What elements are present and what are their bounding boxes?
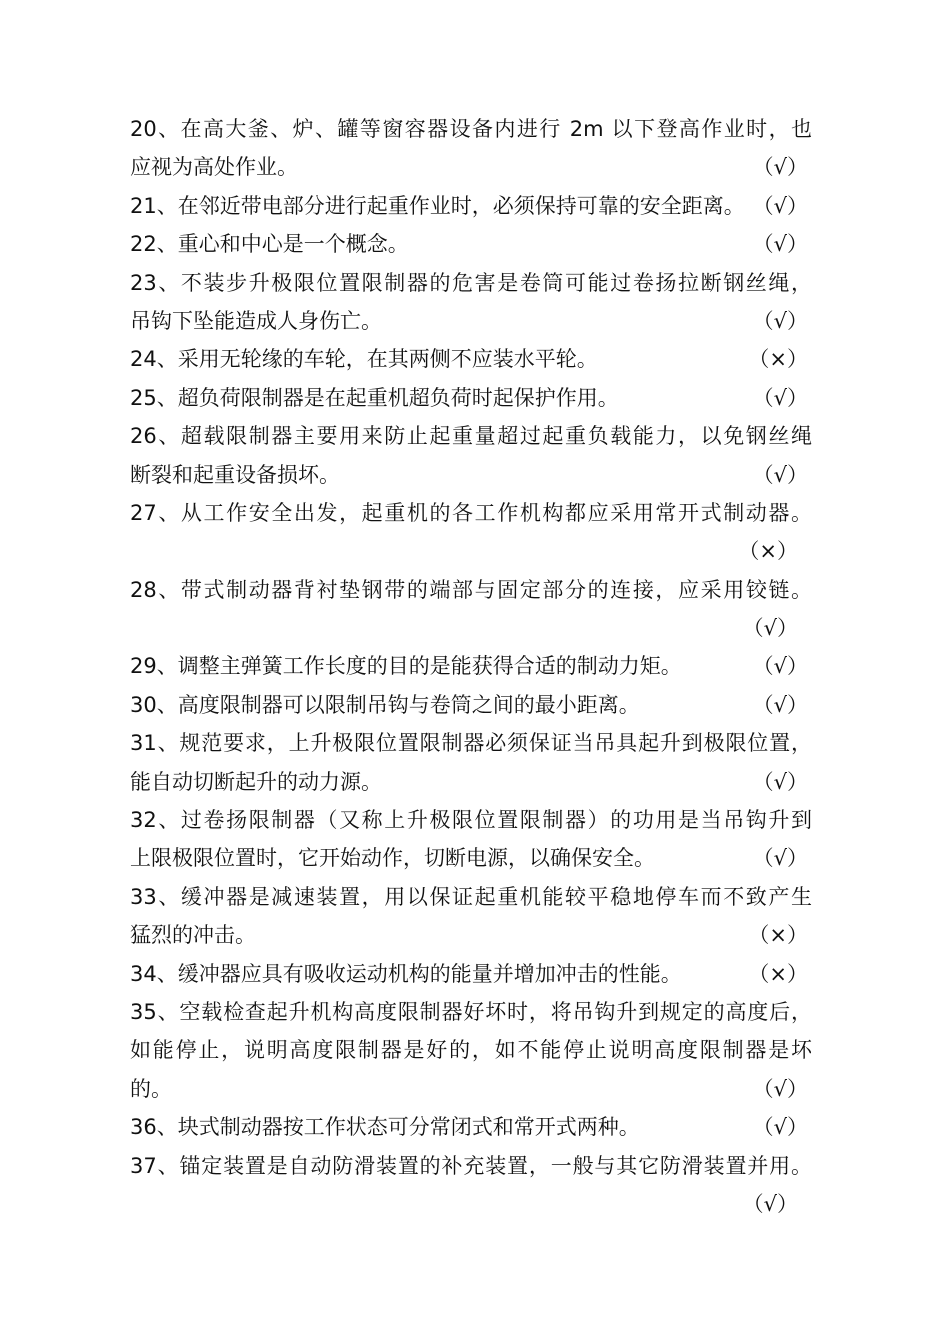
answer-mark: （√） bbox=[752, 155, 808, 180]
question-item bbox=[130, 801, 812, 878]
answer-mark: （√） bbox=[752, 1076, 808, 1101]
question-line: 如能停止，说明高度限制器是好的，如不能停止说明高度限制器是坏 bbox=[130, 1038, 812, 1063]
answer-mark: （×） bbox=[748, 347, 808, 372]
question-text: 上限极限位置时，它开始动作，切断电源，以确保安全。 bbox=[130, 846, 655, 871]
answer-mark: （√） bbox=[752, 846, 808, 871]
question-text: 29、调整主弹簧工作长度的目的是能获得合适的制动力矩。 bbox=[130, 654, 682, 679]
question-last-line bbox=[130, 379, 812, 417]
answer-mark: （√） bbox=[742, 616, 798, 641]
answer-mark: （√） bbox=[752, 193, 808, 218]
answer-mark: （√） bbox=[752, 232, 808, 257]
question-last-line bbox=[130, 763, 812, 801]
answer-mark: （√） bbox=[752, 769, 808, 794]
question-text: 36、块式制动器按工作状态可分常闭式和常开式两种。 bbox=[130, 1115, 640, 1140]
question-item bbox=[130, 724, 812, 801]
question-text: 22、重心和中心是一个概念。 bbox=[130, 232, 409, 257]
question-item bbox=[130, 494, 812, 571]
question-line: 27、从工作安全出发，起重机的各工作机构都应采用常开式制动器。 bbox=[130, 500, 812, 525]
question-last-line bbox=[130, 456, 812, 494]
question-item bbox=[130, 340, 812, 378]
question-text: 能自动切断起升的动力源。 bbox=[130, 769, 382, 794]
question-text: 断裂和起重设备损坏。 bbox=[130, 462, 340, 487]
question-item bbox=[130, 417, 812, 494]
answer-mark: （√） bbox=[752, 654, 808, 679]
question-line: 23、不装步升极限位置限制器的危害是卷筒可能过卷扬拉断钢丝绳， bbox=[130, 270, 812, 295]
answer-mark: （√） bbox=[752, 385, 808, 410]
question-last-line bbox=[130, 1070, 812, 1108]
question-item bbox=[130, 264, 812, 341]
answer-mark: （×） bbox=[738, 539, 798, 564]
question-last-line bbox=[130, 187, 812, 225]
question-item bbox=[130, 647, 812, 685]
question-last-line bbox=[130, 225, 812, 263]
question-text: 应视为高处作业。 bbox=[130, 155, 298, 180]
question-item bbox=[130, 955, 812, 993]
question-item bbox=[130, 110, 812, 187]
question-last-line bbox=[130, 647, 812, 685]
question-last-line bbox=[130, 686, 812, 724]
question-list bbox=[130, 110, 812, 1223]
question-last-line bbox=[130, 955, 812, 993]
question-line: 26、超载限制器主要用来防止起重量超过起重负载能力，以免钢丝绳 bbox=[130, 424, 812, 449]
question-line: 33、缓冲器是减速装置，用以保证起重机能较平稳地停车而不致产生 bbox=[130, 884, 812, 909]
question-last-line bbox=[130, 340, 812, 378]
question-last-line bbox=[130, 302, 812, 340]
question-text: 25、超负荷限制器是在起重机超负荷时起保护作用。 bbox=[130, 385, 619, 410]
question-item bbox=[130, 1147, 812, 1224]
question-item bbox=[130, 225, 812, 263]
question-line: 31、规范要求，上升极限位置限制器必须保证当吊具起升到极限位置， bbox=[130, 731, 812, 756]
answer-mark: （√） bbox=[752, 1115, 808, 1140]
question-item bbox=[130, 379, 812, 417]
question-last-line bbox=[130, 1108, 812, 1146]
answer-mark: （√） bbox=[752, 462, 808, 487]
question-line: 32、过卷扬限制器（又称上升极限位置限制器）的功用是当吊钩升到 bbox=[130, 808, 812, 833]
answer-mark: （√） bbox=[752, 308, 808, 333]
question-item bbox=[130, 571, 812, 648]
question-item bbox=[130, 878, 812, 955]
question-text: 30、高度限制器可以限制吊钩与卷筒之间的最小距离。 bbox=[130, 692, 640, 717]
question-text: 吊钩下坠能造成人身伤亡。 bbox=[130, 308, 382, 333]
question-text: 21、在邻近带电部分进行起重作业时，必须保持可靠的安全距离。 bbox=[130, 193, 745, 218]
question-text: 的。 bbox=[130, 1076, 172, 1101]
question-item bbox=[130, 187, 812, 225]
question-line: 28、带式制动器背衬垫钢带的端部与固定部分的连接，应采用铰链。 bbox=[130, 577, 812, 602]
question-last-line bbox=[130, 916, 812, 954]
answer-mark: （√） bbox=[742, 1191, 798, 1216]
question-line: 20、在高大釜、炉、罐等窗容器设备内进行 2m 以下登高作业时，也 bbox=[130, 117, 812, 141]
question-item bbox=[130, 686, 812, 724]
question-last-line bbox=[130, 839, 812, 877]
answer-mark: （√） bbox=[752, 692, 808, 717]
question-line: 37、锚定装置是自动防滑装置的补充装置，一般与其它防滑装置并用。 bbox=[130, 1153, 812, 1178]
question-text: 34、缓冲器应具有吸收运动机构的能量并增加冲击的性能。 bbox=[130, 961, 682, 986]
question-item bbox=[130, 993, 812, 1108]
question-item bbox=[130, 1108, 812, 1146]
document-page bbox=[130, 110, 812, 1223]
question-text: 24、采用无轮缘的车轮，在其两侧不应装水平轮。 bbox=[130, 347, 598, 372]
question-text: 猛烈的冲击。 bbox=[130, 923, 256, 948]
answer-mark: （×） bbox=[748, 961, 808, 986]
question-last-line bbox=[130, 148, 812, 186]
question-line: 35、空载检查起升机构高度限制器好坏时，将吊钩升到规定的高度后， bbox=[130, 999, 812, 1024]
answer-mark: （×） bbox=[748, 923, 808, 948]
